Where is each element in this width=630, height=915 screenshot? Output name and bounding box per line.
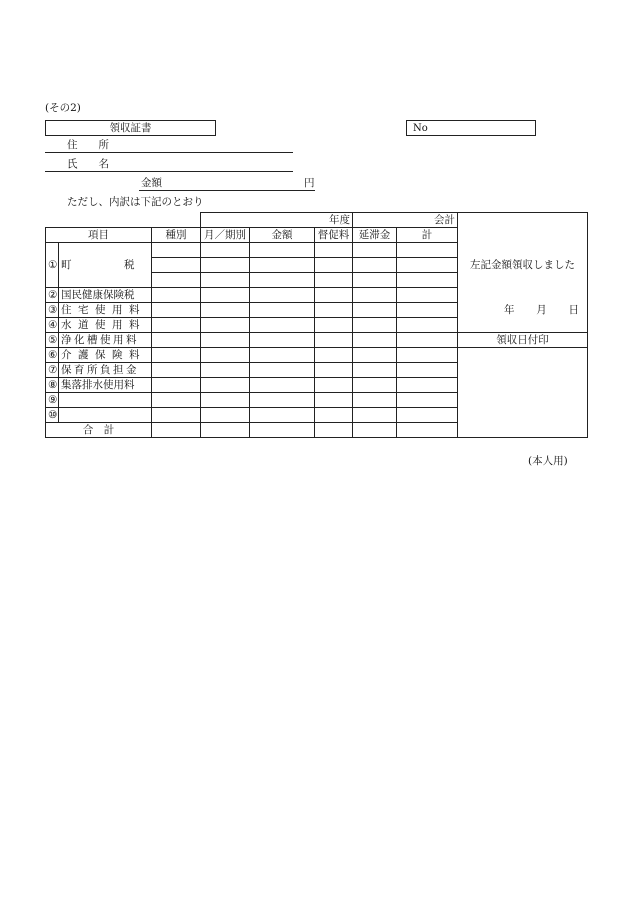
receipt-title: 領収証書 <box>109 122 152 134</box>
table-cell[interactable] <box>397 333 458 348</box>
header-item: 項目 <box>46 228 152 243</box>
address-line[interactable] <box>45 152 293 153</box>
item-number: ① <box>46 258 59 273</box>
table-cell[interactable] <box>250 333 315 348</box>
date-cell[interactable] <box>458 303 588 318</box>
item-label: 集落排水使用料 <box>59 378 152 393</box>
table-cell[interactable] <box>353 288 397 303</box>
item-label-town-tax: 町 税 <box>59 258 152 273</box>
amount-label: 金額 <box>141 177 162 189</box>
table-cell[interactable] <box>152 333 201 348</box>
date-month: 月 <box>536 303 547 316</box>
table-cell[interactable] <box>250 258 315 273</box>
table-cell[interactable] <box>201 243 250 258</box>
table-cell[interactable] <box>315 273 353 288</box>
item-label: 住宅使用料 <box>59 303 152 318</box>
table-cell[interactable] <box>315 318 353 333</box>
table-cell[interactable] <box>397 378 458 393</box>
item-label: 浄化槽使用料 <box>59 333 152 348</box>
name-label: 氏 名 <box>67 158 109 170</box>
table-cell[interactable] <box>250 393 315 408</box>
table-cell[interactable] <box>152 423 201 438</box>
account-cell[interactable] <box>353 213 458 228</box>
item-number: ⑤ <box>46 333 59 348</box>
item-label: 国民健康保険税 <box>59 288 152 303</box>
table-cell[interactable] <box>397 258 458 273</box>
total-label: 合 計 <box>46 423 152 438</box>
table-cell[interactable] <box>201 423 250 438</box>
table-cell[interactable] <box>397 243 458 258</box>
table-cell[interactable] <box>250 243 315 258</box>
header-dunning-fee: 督促料 <box>315 228 353 243</box>
receipt-number-field[interactable] <box>406 120 536 136</box>
table-cell[interactable] <box>315 348 353 363</box>
table-cell[interactable] <box>201 273 250 288</box>
table-cell[interactable] <box>250 318 315 333</box>
table-cell[interactable] <box>397 273 458 288</box>
table-cell[interactable] <box>152 288 201 303</box>
form-number: (その2) <box>45 102 81 114</box>
table-cell[interactable] <box>152 243 201 258</box>
table-cell[interactable] <box>152 258 201 273</box>
table-cell[interactable] <box>353 303 397 318</box>
table-cell[interactable] <box>201 258 250 273</box>
table-cell[interactable] <box>152 393 201 408</box>
table-cell[interactable] <box>152 273 201 288</box>
table-cell[interactable] <box>353 363 397 378</box>
table-cell[interactable] <box>353 273 397 288</box>
item-label-blank[interactable] <box>59 408 152 423</box>
table-cell[interactable] <box>315 288 353 303</box>
table-cell[interactable] <box>250 288 315 303</box>
item-number: ③ <box>46 303 59 318</box>
table-cell[interactable] <box>250 348 315 363</box>
table-cell[interactable] <box>397 303 458 318</box>
item-number: ⑨ <box>46 393 59 408</box>
item-number: ④ <box>46 318 59 333</box>
table-cell[interactable] <box>152 318 201 333</box>
table-cell[interactable] <box>250 408 315 423</box>
table-cell[interactable] <box>315 408 353 423</box>
date-day: 日 <box>568 303 580 316</box>
table-cell[interactable] <box>315 378 353 393</box>
receipt-number-label: No <box>413 123 428 134</box>
item-number: ⑩ <box>46 408 59 423</box>
table-cell[interactable] <box>201 363 250 378</box>
table-cell[interactable] <box>397 393 458 408</box>
header-total: 計 <box>397 228 458 243</box>
table-cell[interactable] <box>250 303 315 318</box>
header-period: 月／期別 <box>201 228 250 243</box>
item-label: 保育所負担金 <box>59 363 152 378</box>
item-number: ② <box>46 288 59 303</box>
item-number: ⑧ <box>46 378 59 393</box>
table-cell[interactable] <box>250 273 315 288</box>
table-cell[interactable] <box>152 363 201 378</box>
table-cell[interactable] <box>353 378 397 393</box>
fiscal-year-cell[interactable] <box>201 213 353 228</box>
item-label: 水道使用料 <box>59 318 152 333</box>
item-number: ⑥ <box>46 348 59 363</box>
table-cell[interactable] <box>201 288 250 303</box>
table-cell[interactable] <box>397 318 458 333</box>
table-cell[interactable] <box>353 243 397 258</box>
date-year: 年 <box>504 303 515 316</box>
account-label: 会計 <box>434 213 456 226</box>
table-cell[interactable] <box>152 303 201 318</box>
table-cell[interactable] <box>353 258 397 273</box>
table-cell[interactable] <box>201 333 250 348</box>
table-cell[interactable] <box>315 393 353 408</box>
table-cell[interactable] <box>353 393 397 408</box>
item-number: ⑦ <box>46 363 59 378</box>
table-cell[interactable] <box>201 408 250 423</box>
table-cell[interactable] <box>201 348 250 363</box>
item-label: 介護保険料 <box>59 348 152 363</box>
table-cell[interactable] <box>315 303 353 318</box>
title-box <box>45 120 216 136</box>
table-cell[interactable] <box>250 423 315 438</box>
table-cell[interactable] <box>250 363 315 378</box>
table-cell[interactable] <box>397 288 458 303</box>
breakdown-note: ただし、内訳は下記のとおり <box>67 196 204 208</box>
table-cell[interactable] <box>353 423 397 438</box>
table-cell[interactable] <box>250 378 315 393</box>
table-cell[interactable] <box>397 348 458 363</box>
table-cell[interactable] <box>353 333 397 348</box>
table-cell[interactable] <box>201 393 250 408</box>
item-label-blank[interactable] <box>59 393 152 408</box>
table-cell[interactable] <box>353 408 397 423</box>
table-cell[interactable] <box>315 423 353 438</box>
breakdown-table <box>45 212 588 438</box>
header-amount: 金額 <box>250 228 315 243</box>
table-cell[interactable] <box>152 408 201 423</box>
table-cell[interactable] <box>315 333 353 348</box>
yen-label: 円 <box>304 177 315 189</box>
stamp-label: 領収日付印 <box>458 333 588 348</box>
item-number <box>46 243 59 258</box>
received-text: 左記金額領収しました <box>458 258 588 273</box>
table-cell[interactable] <box>201 378 250 393</box>
table-cell[interactable] <box>315 363 353 378</box>
fiscal-year-label: 年度 <box>329 213 351 226</box>
table-cell[interactable] <box>353 348 397 363</box>
table-cell[interactable] <box>397 363 458 378</box>
table-cell[interactable] <box>397 408 458 423</box>
copy-label: (本人用) <box>528 455 568 467</box>
table-cell[interactable] <box>201 318 250 333</box>
table-cell[interactable] <box>315 243 353 258</box>
amount-line[interactable] <box>139 190 315 191</box>
table-cell[interactable] <box>152 348 201 363</box>
table-cell[interactable] <box>152 378 201 393</box>
table-cell[interactable] <box>315 258 353 273</box>
address-label: 住 所 <box>67 139 109 151</box>
table-cell[interactable] <box>397 423 458 438</box>
table-cell[interactable] <box>353 318 397 333</box>
header-late-fee: 延滞金 <box>353 228 397 243</box>
stamp-area[interactable] <box>458 348 588 363</box>
header-type: 種別 <box>152 228 201 243</box>
name-line[interactable] <box>45 171 293 172</box>
table-cell[interactable] <box>201 303 250 318</box>
